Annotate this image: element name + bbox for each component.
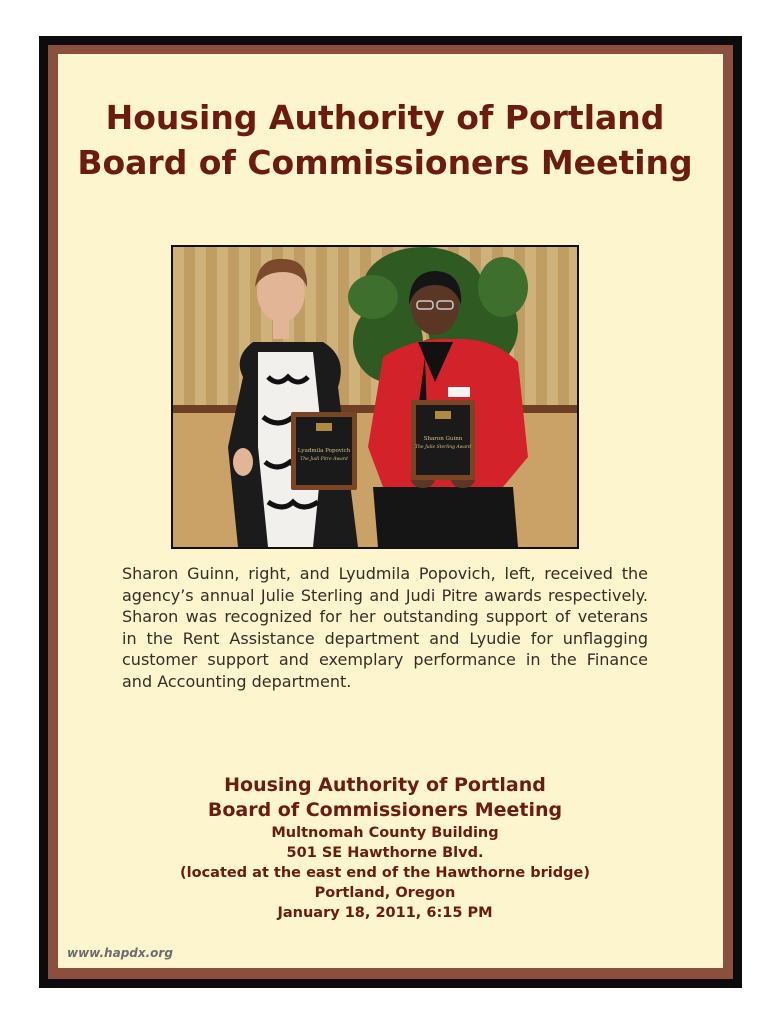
award-photo xyxy=(171,245,579,549)
right-plaque-award: The Julie Sterling Award xyxy=(414,445,472,450)
photo-caption: Sharon Guinn, right, and Lyudmila Popovich, left, received the agency’s annual Julie Sterling and Judi Pitre awards respectively. Sharon was recognized for her outstanding support of veterans in the Rent Assistance department and Lyudie for unflagging customer support and exemplary performance in the Finance and Accounting department. xyxy=(122,564,648,691)
right-plaque xyxy=(411,400,475,480)
page-title-line2: Board of Commissioners Meeting xyxy=(77,143,693,182)
meeting-title-line2: Board of Commissioners Meeting xyxy=(207,799,563,821)
meeting-location-note: (located at the east end of the Hawthorne bridge) xyxy=(180,865,590,881)
left-plaque-award: The Judi Pitre Award xyxy=(300,457,348,462)
website-link[interactable]: www.hapdx.org xyxy=(67,946,173,960)
meeting-city: Portland, Oregon xyxy=(314,885,456,901)
meeting-address: 501 SE Hawthorne Blvd. xyxy=(286,845,484,861)
left-plaque xyxy=(291,412,357,490)
meeting-datetime: January 18, 2011, 6:15 PM xyxy=(277,905,493,921)
meeting-venue: Multnomah County Building xyxy=(271,825,499,841)
left-plaque-name: Lyudmila Popovich xyxy=(297,448,351,454)
page-title-line1: Housing Authority of Portland xyxy=(105,98,665,137)
meeting-title-line1: Housing Authority of Portland xyxy=(224,774,546,796)
right-plaque-name: Sharon Guinn xyxy=(423,436,463,442)
award-photo-illustration xyxy=(173,247,577,547)
